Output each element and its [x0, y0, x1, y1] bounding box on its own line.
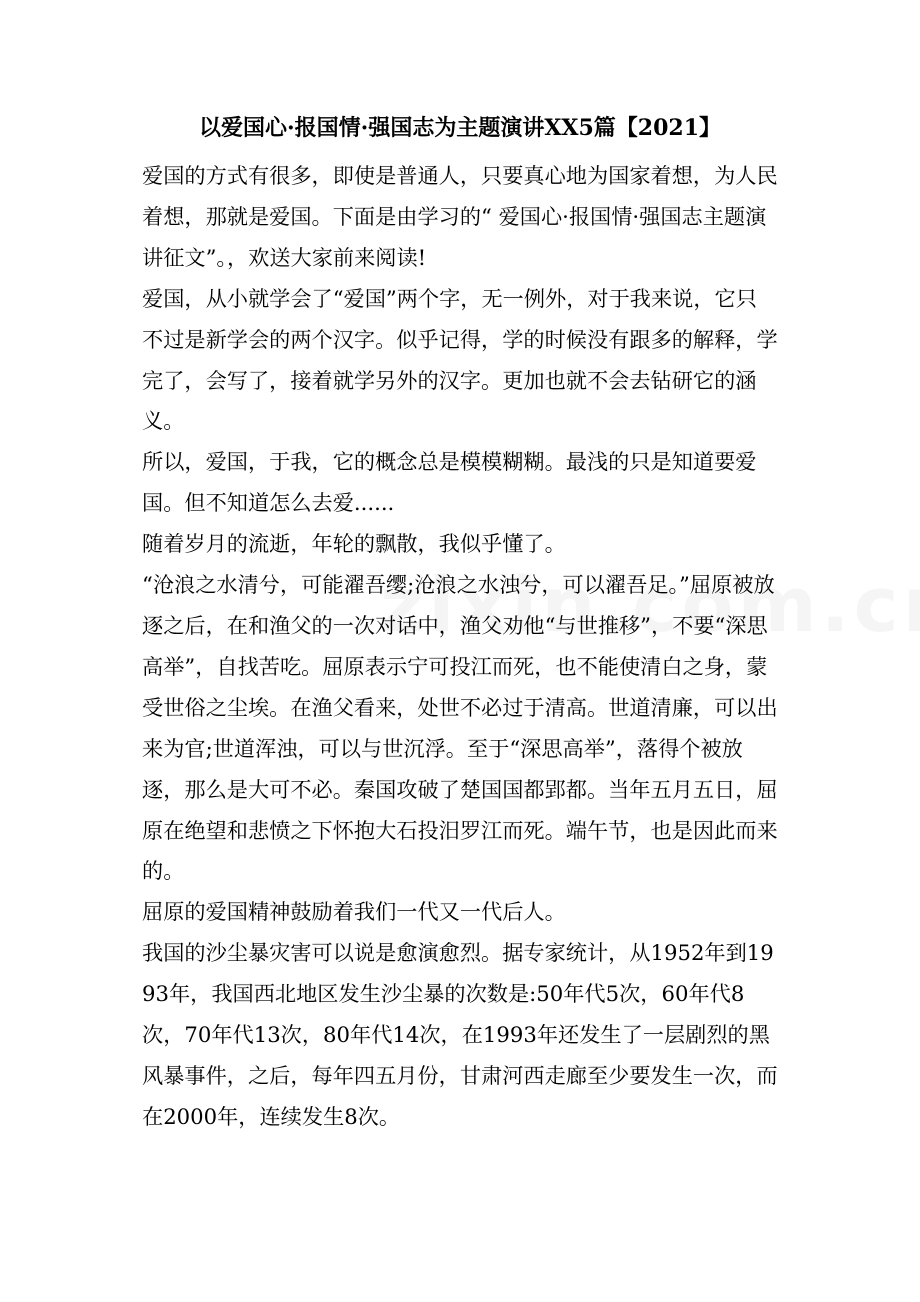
- paragraph-understanding: 随着岁月的流逝，年轮的飘散，我似乎懂了。: [142, 531, 566, 557]
- paragraph-sandstorm: 我国的沙尘暴灾害可以说是愈演愈烈。据专家统计，从1952年到1993年，我国西北地区发生沙尘暴的次数是:50年代5次，60年代8次，70年代13次，80年代14次，在1993年还发生了一层剧烈的黑风暴事件，之后，每年四五月份，甘肃河西走廊至少要发生一次，而在2000年，连续发生8次。: [142, 940, 778, 1129]
- paragraph-childhood: 爱国，从小就学会了“爱国”两个字，无一例外，对于我来说，它只不过是新学会的两个汉字。似乎记得，学的时候没有跟多的解释，学完了，会写了，接着就学另外的汉字。更加也就不会去钻研它的涵义。: [142, 285, 778, 434]
- paragraph-vague-concept: 所以，爱国，于我，它的概念总是模模糊糊。最浅的只是知道要爱国。但不知道怎么去爱......: [142, 449, 757, 516]
- paragraph-intro: 爱国的方式有很多，即使是普通人，只要真心地为国家着想，为人民着想，那就是爱国。下面是由学习的“ 爱国心·报国情·强国志主题演讲征文”。，欢送大家前来阅读!: [142, 163, 778, 270]
- document-title: 以爱国心·报国情·强国志为主题演讲XX5篇【2021】: [199, 115, 721, 141]
- paragraph-qu-yuan: “沧浪之水清兮，可能濯吾缨;沧浪之水浊兮，可以濯吾足。”屈原被放逐之后，在和渔父的一次对话中，渔父劝他“与世推移”，不要“深思高举”，自找苦吃。屈原表示宁可投江而死，也不能使清白之身，蒙受世俗之尘埃。在渔父看来，处世不必过于清高。世道清廉，可以出来为官;世道浑浊，可以与世沉浮。至于“深思高举”，落得个被放逐，那么是大可不必。秦国攻破了楚国国都郢都。当年五月五日，屈原在绝望和悲愤之下怀抱大石投汨罗江而死。端午节，也是因此而来的。: [142, 572, 778, 884]
- document-body: [142, 156, 778, 1138]
- paragraph-inspiration: 屈原的爱国精神鼓励着我们一代又一代后人。: [142, 899, 566, 925]
